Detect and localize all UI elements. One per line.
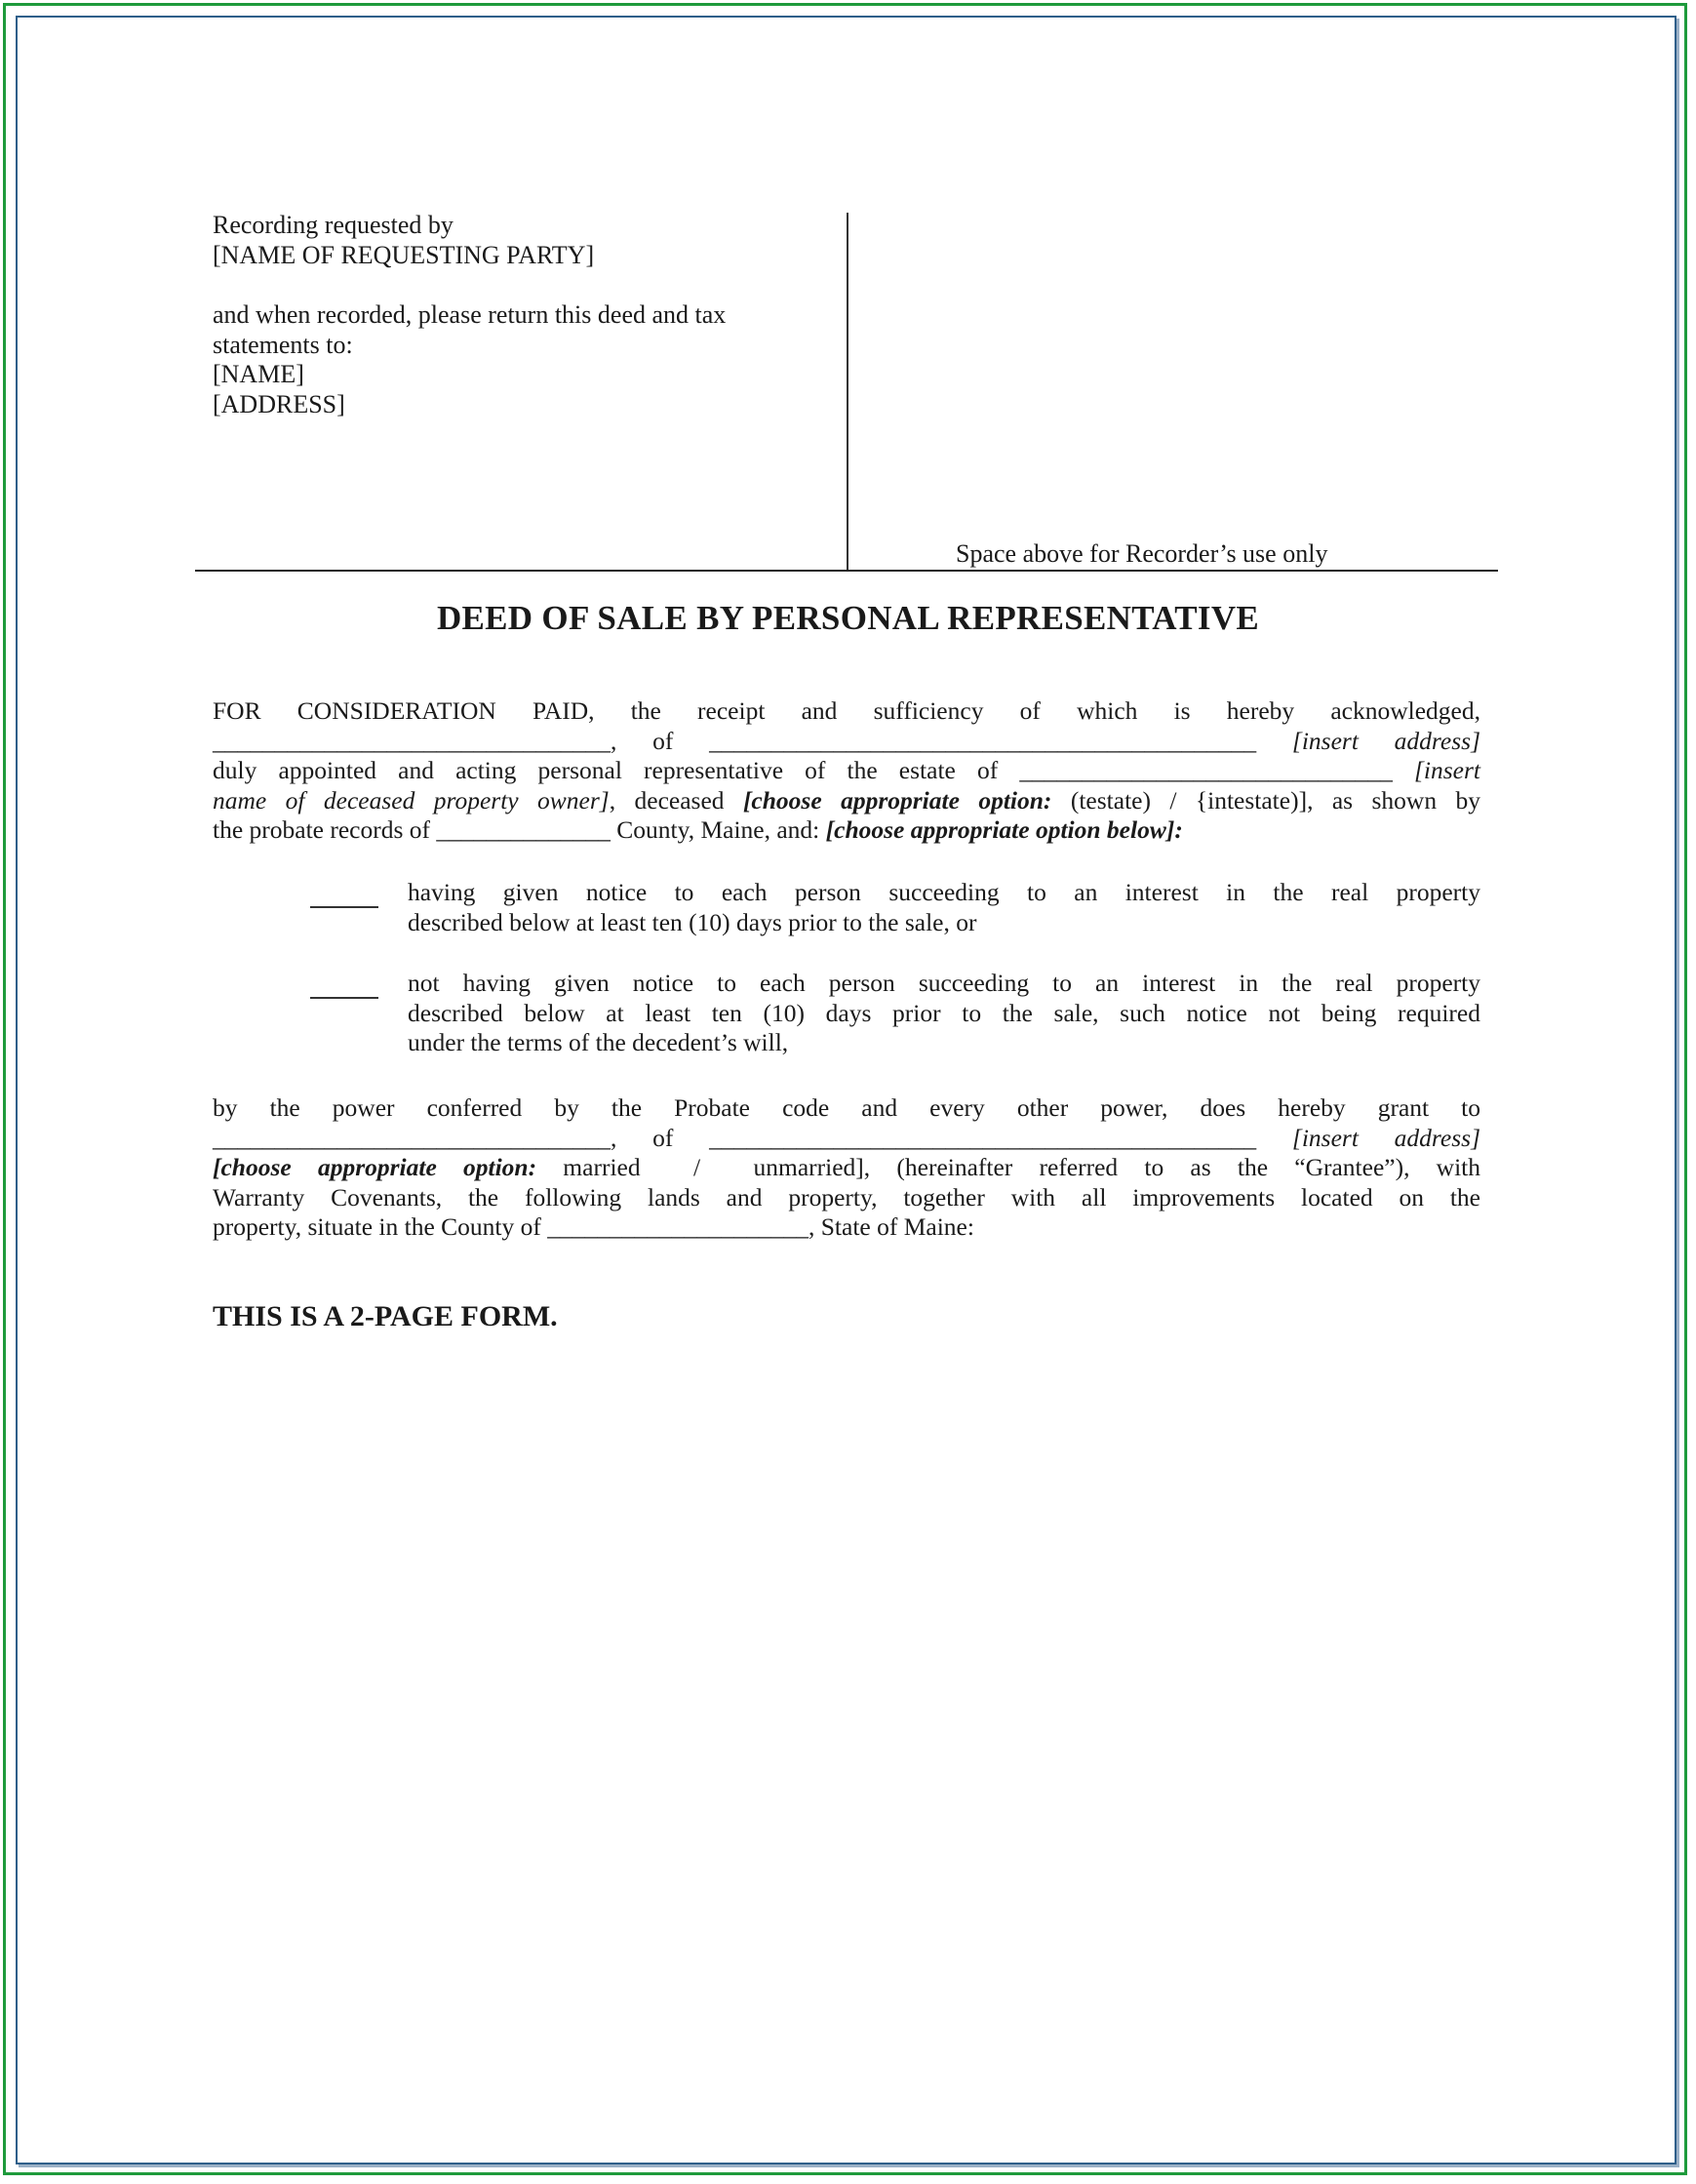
- header-divider-vertical: [847, 213, 848, 571]
- para2-line: ________________________________, of ____________________________________________ [insert address]: [213, 1123, 1480, 1152]
- para2-line: by the power conferred by the Probate code and every other power, does hereby grant to: [213, 1093, 1480, 1122]
- consideration-paragraph: [213, 696, 1480, 846]
- option1-line: having given notice to each person succeeding to an interest in the real property: [408, 878, 1480, 906]
- option-1-checkbox-blank[interactable]: [310, 906, 378, 908]
- para1-line: duly appointed and acting personal representative of the estate of ______________________________ [insert: [213, 756, 1481, 785]
- recorder-use-note: Space above for Recorder’s use only: [956, 539, 1328, 568]
- document-title: DEED OF SALE BY PERSONAL REPRESENTATIVE: [436, 599, 1260, 637]
- grant-paragraph: [213, 1093, 1480, 1243]
- option-2-checkbox-blank[interactable]: [310, 997, 378, 999]
- para2-line: [choose appropriate option: married / unmarried], (hereinafter referred to as the “Grantee”), with: [213, 1153, 1480, 1182]
- return-instructions: and when recorded, please return this deed and tax: [213, 300, 727, 329]
- option-notice-not-given: [408, 969, 1480, 1058]
- option2-line: under the terms of the decedent’s will,: [408, 1028, 789, 1057]
- option2-line: not having given notice to each person succeeding to an interest in the real property: [408, 969, 1480, 997]
- name-placeholder: [NAME]: [213, 360, 304, 388]
- two-page-notice: THIS IS A 2-PAGE FORM.: [213, 1300, 558, 1332]
- option1-line: described below at least ten (10) days prior to the sale, or: [408, 907, 977, 936]
- return-instructions-cont: statements to:: [213, 330, 353, 359]
- recording-request-block: [213, 211, 837, 419]
- option-notice-given: [408, 878, 1480, 937]
- para2-line: Warranty Covenants, the following lands and property, together with all improvements located on the: [213, 1182, 1480, 1211]
- para1-line: name of deceased property owner], deceased [choose appropriate option: (testate) / {intestate)], as shown by: [213, 785, 1481, 814]
- option2-line: described below at least ten (10) days prior to the sale, such notice not being required: [408, 998, 1480, 1027]
- para1-line: FOR CONSIDERATION PAID, the receipt and sufficiency of which is hereby acknowledged,: [213, 696, 1480, 725]
- para1-line: the probate records of ______________ County, Maine, and: [choose appropriate option below]:: [213, 815, 1183, 845]
- recording-requested-label: Recording requested by: [213, 211, 454, 239]
- address-placeholder: [ADDRESS]: [213, 389, 345, 418]
- para1-line: ________________________________, of ____________________________________________ [insert address]: [213, 726, 1480, 755]
- para2-line: property, situate in the County of _____________________, State of Maine:: [213, 1212, 974, 1242]
- requesting-party-placeholder: [NAME OF REQUESTING PARTY]: [213, 240, 595, 269]
- header-divider-horizontal: [195, 570, 1498, 572]
